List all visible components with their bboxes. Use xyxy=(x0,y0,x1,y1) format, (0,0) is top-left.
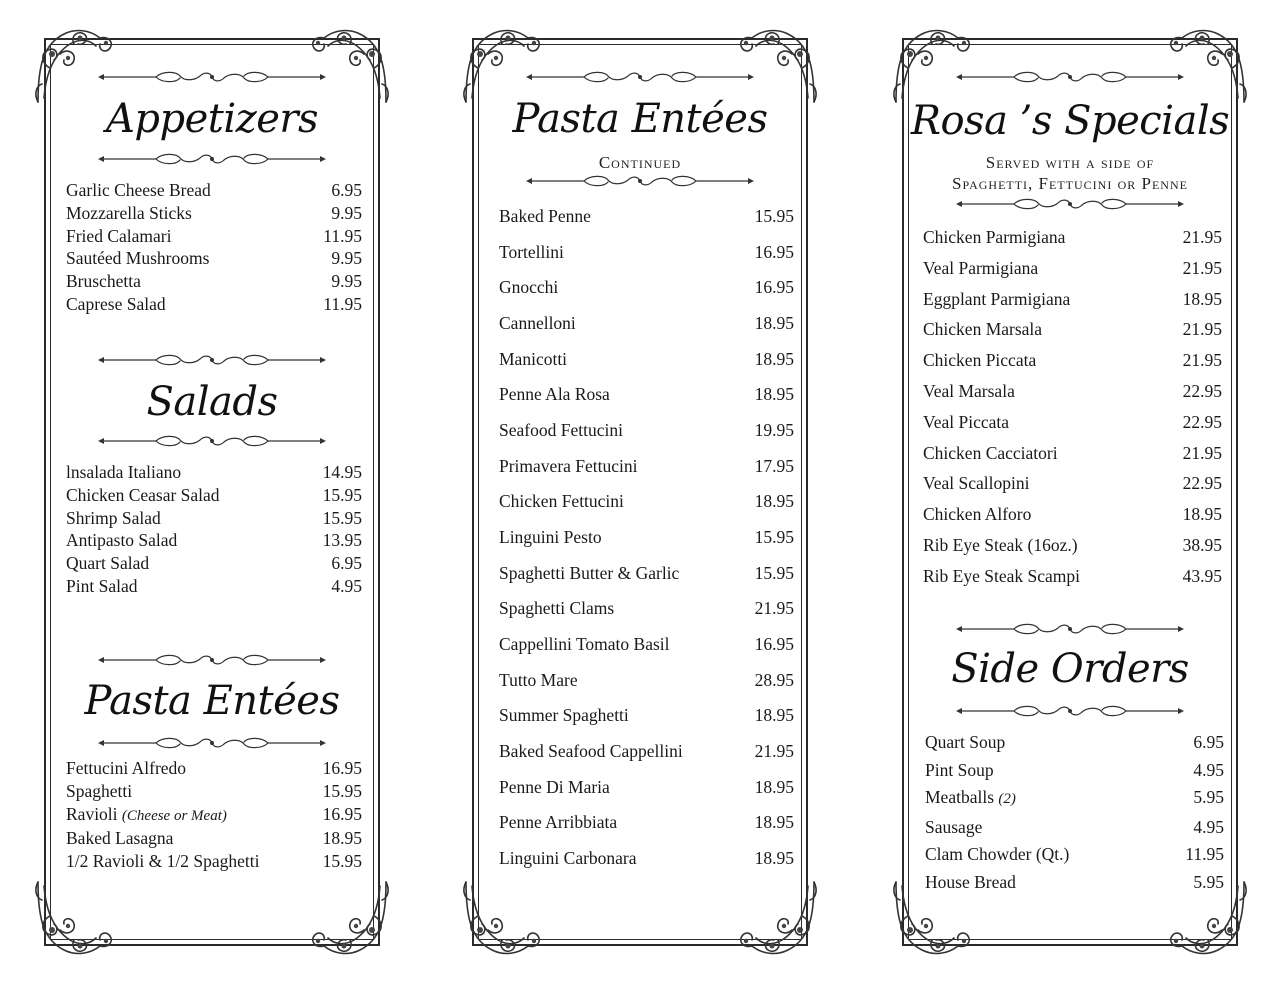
ornament-corner-icon xyxy=(888,24,974,104)
ornament-corner-icon xyxy=(1166,24,1252,104)
section-subtitle: Continued xyxy=(598,153,682,172)
menu-item: Ravioli (Cheese or Meat) 16.95 xyxy=(66,803,362,824)
menu-panel-right xyxy=(888,24,1252,960)
section-title-pasta-entees: Pasta Entées xyxy=(84,678,340,724)
flourish-divider-icon xyxy=(96,152,328,166)
salads-list xyxy=(66,461,362,598)
menu-item: Rib Eye Steak (16oz.) 38.95 xyxy=(923,534,1222,555)
menu-item: Garlic Cheese Bread 6.95 xyxy=(66,180,362,200)
menu-item: Chicken Alforo 18.95 xyxy=(923,504,1222,525)
ornament-corner-icon xyxy=(736,880,822,960)
ornament-corner-icon xyxy=(308,24,394,104)
flourish-divider-icon xyxy=(954,704,1186,718)
ornament-corner-icon xyxy=(30,880,116,960)
menu-item: Clam Chowder (Qt.) 11.95 xyxy=(925,844,1224,864)
menu-item: Penne Ala Rosa 18.95 xyxy=(499,384,794,405)
ornament-corner-icon xyxy=(308,880,394,960)
menu-item: Fettucini Alfredo 16.95 xyxy=(66,758,362,778)
menu-item: Penne Arribbiata 18.95 xyxy=(499,812,794,833)
ornament-corner-icon xyxy=(30,24,116,104)
menu-item: Chicken Ceasar Salad 15.95 xyxy=(66,484,362,505)
pasta-continued-list xyxy=(499,199,794,876)
flourish-divider-icon xyxy=(96,70,328,84)
menu-item: Spaghetti Butter & Garlic 15.95 xyxy=(499,562,794,583)
menu-item: Spaghetti 15.95 xyxy=(66,780,362,801)
section-title-salads: Salads xyxy=(146,379,278,425)
menu-item: Veal Scallopini 22.95 xyxy=(923,473,1222,494)
section-title-appetizers: Appetizers xyxy=(105,96,319,142)
menu-item: Shrimp Salad 15.95 xyxy=(66,507,362,528)
menu-item: 1/2 Ravioli & 1/2 Spaghetti 15.95 xyxy=(66,851,362,872)
menu-item: Fried Calamari 11.95 xyxy=(66,225,362,246)
flourish-divider-icon xyxy=(96,653,328,667)
side-orders-list xyxy=(925,729,1224,896)
ornament-corner-icon xyxy=(736,24,822,104)
menu-item: Sausage 4.95 xyxy=(925,816,1224,837)
flourish-divider-icon xyxy=(96,434,328,448)
flourish-divider-icon xyxy=(954,622,1186,636)
menu-panel-left xyxy=(30,24,394,960)
flourish-divider-icon xyxy=(96,353,328,367)
menu-item: Antipasto Salad 13.95 xyxy=(66,530,362,551)
menu-item: Spaghetti Clams 21.95 xyxy=(499,598,794,619)
menu-item: Summer Spaghetti 18.95 xyxy=(499,705,794,726)
menu-item: Chicken Piccata 21.95 xyxy=(923,350,1222,371)
menu-item: Mozzarella Sticks 9.95 xyxy=(66,202,362,223)
menu-item: Caprese Salad 11.95 xyxy=(66,293,362,314)
menu-item: Baked Lasagna 18.95 xyxy=(66,828,362,849)
menu-item: Pint Salad 4.95 xyxy=(66,575,362,596)
specials-list xyxy=(923,222,1222,592)
menu-item: Linguini Carbonara 18.95 xyxy=(499,847,794,868)
pasta-list xyxy=(66,757,362,873)
section-title-side-orders: Side Orders xyxy=(951,646,1189,692)
menu-item: Tortellini 16.95 xyxy=(499,241,794,262)
menu-item: Cappellini Tomato Basil 16.95 xyxy=(499,633,794,654)
menu-item: Quart Soup 6.95 xyxy=(925,732,1224,752)
section-title-rosas-specials: Rosa ’s Specials xyxy=(910,98,1230,144)
menu-panel-center xyxy=(458,24,822,960)
menu-item: Seafood Fettucini 19.95 xyxy=(499,419,794,440)
menu-item: Chicken Parmigiana 21.95 xyxy=(923,227,1222,247)
menu-item: Manicotti 18.95 xyxy=(499,348,794,369)
menu-item: lnsalada Italiano 14.95 xyxy=(66,462,362,482)
menu-item: Veal Marsala 22.95 xyxy=(923,380,1222,401)
menu-item: Tutto Mare 28.95 xyxy=(499,669,794,690)
flourish-divider-icon xyxy=(524,70,756,84)
menu-item: Bruschetta 9.95 xyxy=(66,271,362,292)
section-subtitle-line2: Spaghetti, Fettucini or Penne xyxy=(952,174,1188,193)
ornament-corner-icon xyxy=(458,880,544,960)
menu-item: Gnocchi 16.95 xyxy=(499,277,794,298)
menu-item: Primavera Fettucini 17.95 xyxy=(499,455,794,476)
menu-item: Pint Soup 4.95 xyxy=(925,759,1224,780)
menu-item: Chicken Marsala 21.95 xyxy=(923,319,1222,340)
flourish-divider-icon xyxy=(524,174,756,188)
menu-item: Linguini Pesto 15.95 xyxy=(499,526,794,547)
menu-item: Baked Penne 15.95 xyxy=(499,206,794,226)
menu-item: Veal Parmigiana 21.95 xyxy=(923,257,1222,278)
section-subtitle-line1: Served with a side of xyxy=(985,153,1155,172)
ornament-corner-icon xyxy=(458,24,544,104)
menu-item: Eggplant Parmigiana 18.95 xyxy=(923,288,1222,309)
section-title-pasta-entees-continued: Pasta Entées xyxy=(512,96,768,142)
flourish-divider-icon xyxy=(954,70,1186,84)
appetizers-list xyxy=(66,179,362,316)
menu-item: Meatballs (2) 5.95 xyxy=(925,787,1224,807)
menu-item: Quart Salad 6.95 xyxy=(66,553,362,574)
menu-item: Sautéed Mushrooms 9.95 xyxy=(66,248,362,269)
menu-item: House Bread 5.95 xyxy=(925,871,1224,892)
flourish-divider-icon xyxy=(96,736,328,750)
flourish-divider-icon xyxy=(954,197,1186,211)
menu-item: Cannelloni 18.95 xyxy=(499,312,794,333)
menu-item: Rib Eye Steak Scampi 43.95 xyxy=(923,565,1222,586)
menu-item: Penne Di Maria 18.95 xyxy=(499,776,794,797)
menu-item: Baked Seafood Cappellini 21.95 xyxy=(499,740,794,761)
menu-item: Veal Piccata 22.95 xyxy=(923,411,1222,432)
menu-item: Chicken Fettucini 18.95 xyxy=(499,491,794,512)
menu-item: Chicken Cacciatori 21.95 xyxy=(923,442,1222,463)
